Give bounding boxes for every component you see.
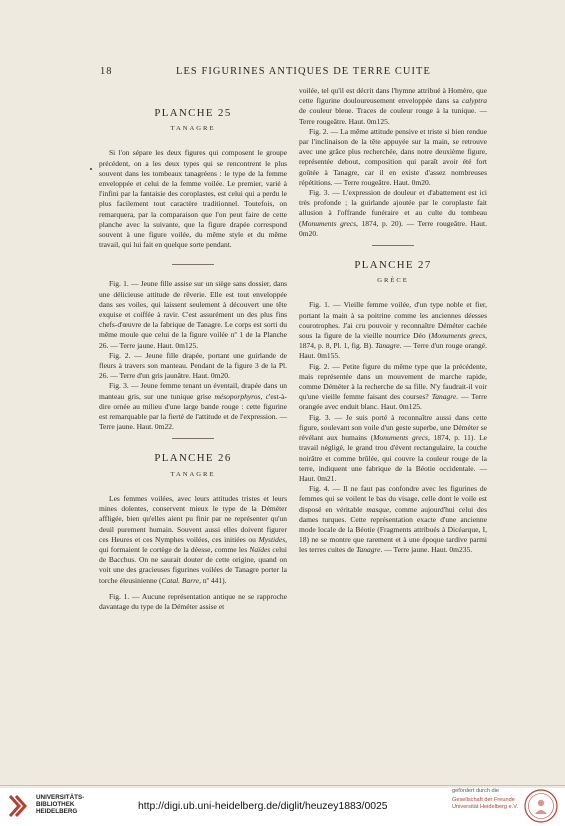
plate-25-fig-3: Fig. 3. — Jeune femme tenant un éventail, drapée dans un manteau gris, sur une tunique grise mésoporphyros, c'est-à-dire ornée au milieu d'une large bande rouge : cette figurine est remarquable par la fierté de l'attitude et de l'expression. — Terre jaune. Haut. 0m22. — [99, 381, 287, 432]
plate-25-subtitle: TANAGRE — [170, 125, 216, 133]
right-column — [299, 86, 487, 556]
plate-25-title: PLANCHE 25 — [154, 107, 232, 119]
permalink-url[interactable]: http://digi.ub.uni-heidelberg.de/diglit/heuzey1883/0025 — [138, 801, 388, 812]
plate-25-fig-1: Fig. 1. — Jeune fille assise sur un siège sans dossier, dans une délicieuse attitude de rêverie. Elle est tout enveloppée dans ses voiles, qui laissent seulement à découvert une tête exquise et coiffée à ravir. C'est assurément un des plus fins chefs-d'œuvre de la fabrique de Tanagre. Le corps est sorti du même moule que celui de la figure voilée nº 1 de la Planche 26. — Terre jaune. Haut. 0m125. — [99, 279, 287, 350]
plate-26-fig-1: Fig. 1. — Aucune représentation antique ne se rapproche davantage du type de la Déméter assise et — [99, 591, 287, 611]
university-library-logo-icon — [6, 792, 32, 820]
library-name: UNIVERSITÄTS- BIBLIOTHEK HEIDELBERG — [36, 794, 85, 816]
plate-27-subtitle: GRÈCE — [377, 277, 409, 285]
plate-26-intro: Les femmes voilées, avec leurs attitudes tristes et leurs mines dolentes, conservent mieux le type de la Déméter affligée, bien qu'elles aient pu finir par ne représenter qu'un deuil purement humain. Souvent aussi elles doivent figurer ces Heures et ces Nymphes voilées, ces initiées ou Mystides, qui formaient le cortège de la déesse, comme les Naïdes celui de Bacchus. On ne saurait douter de cette origine, quand on voit une des gracieuses figurines voilées de Tanagre porter la torche éleusinienne (Catal. Barre, nº 441). — [99, 493, 287, 585]
plate-27-title: PLANCHE 27 — [354, 259, 432, 272]
plate-26-fig-2: Fig. 2. — La même attitude pensive et triste si bien rendue par l'inclinaison de la tête appuyée sur la main, se retrouve avec une grâce plus recherchée, dans notre deuxième figure, représentée debout, composition qui paraît avoir été fort goûtée à Tanagre, car il en existe d'assez nombreuses répétitions. — Terre rougeâtre. Haut. 0m20. — [299, 126, 487, 187]
plate-25-intro: Si l'on sépare les deux figures qui composent le groupe précédent, on a les deux types qui se rencontrent le plus souvent dans les tombeaux tanagréens : le type de la femme enveloppée et celui de la femme voilée. Le premier, varié à l'infini par la fantaisie des coroplastes, est celui qui a perdu le plus facilement tout caractère traditionnel. Toutefois, on remarquera, par la comparaison que l'on peut faire de cette planche avec la suivante, que la figure drapée correspond souvent à une figure voilée, du même style et du même travail, qui lui fait en quelque sorte pendant. — [99, 148, 287, 250]
funded-by-label: gefördert durch die — [452, 788, 499, 794]
plate-26-fig-1-cont: voilée, tel qu'il est décrit dans l'hymne attribué à Homère, que cette figurine douloureusement enveloppée dans sa calyptra de couleur bleue. Traces de couleur rouge à la tunique. — Terre rougeâtre. Haut. 0m125. — [299, 86, 487, 126]
plate-27-fig-3: Fig. 3. — Je suis porté à reconnaître aussi dans cette figure, soulevant son voile d'un geste superbe, une Déméter se révélant aux humains (Monuments grecs, 1874, p. 11). Le travail négligé, le grand trou d'évent rectangulaire, la couche noirâtre et comme brûlée, qui couvre la couleur rouge de la terre, indiquent une fabrique de la Béotie occidentale. — Haut. 0m21. — [299, 412, 487, 483]
university-seal-icon — [524, 789, 558, 823]
page-number: 18 — [100, 66, 113, 77]
plate-27-fig-4: Fig. 4. — Il ne faut pas confondre avec les figurines de femmes qui se voilent le bas du visage, celle dont le voile est disposé en véritable masque, comme aujourd'hui celui des dames turques. Cette représentation exacte d'une ancienne mode locale de la Béotie (Fragments attribués à Dicéarque, I, 18) ne se montre que rarement et à une époque tardive parmi les terres cuites de Tanagre. — Terre jaune. Haut. 0m235. — [299, 484, 487, 555]
plate-26-title: PLANCHE 26 — [154, 452, 232, 465]
margin-mark — [90, 168, 92, 170]
plate-26-fig-3: Fig. 3. — L'expression de douleur et d'abattement est ici très profonde ; la guirlande ajoutée par le coroplaste fait allusion à l'offrande funéraire et au culte du tombeau (Monuments grecs, 1874, p. 20). — Terre rougeâtre. Haut. 0m20. — [299, 188, 488, 238]
plate-27-fig-1: Fig. 1. — Vieille femme voilée, d'un type noble et fier, portant la main à sa poitrine comme les anciennes déesses courotrophes. J'ai cru pouvoir y reconnaître Déméter cachée sous la figure de la vieille nourrice Déo (Monuments grecs, 1874, p. 8, Pl. 1, fig. B). Tanagre. — Terre d'un rouge orangé. Haut. 0m155. — [299, 300, 487, 361]
running-title: LES FIGURINES ANTIQUES DE TERRE CUITE — [176, 66, 431, 77]
society-name: Gesellschaft der Freunde Universität Heidelberg e.V. — [452, 797, 519, 810]
left-column — [99, 86, 287, 612]
plate-27-fig-2: Fig. 2. — Petite figure du même type que la précédente, mais représentée dans un mouvement de marche rapide, comme Déméter à la recherche de sa fille. N'y faudrait-il voir qu'une vieille femme faisant des courses? Tanagre. — Terre orangée avec enduit blanc. Haut. 0m125. — [299, 361, 488, 412]
footer-divider — [0, 785, 565, 786]
plate-25-fig-2: Fig. 2. — Jeune fille drapée, portant une guirlande de fleurs à travers son manteau. Pendant de la figure 3 de la Pl. 26. — Terre d'un gris jaunâtre. Haut. 0m20. — [99, 350, 287, 381]
plate-26-subtitle: TANAGRE — [170, 470, 216, 478]
